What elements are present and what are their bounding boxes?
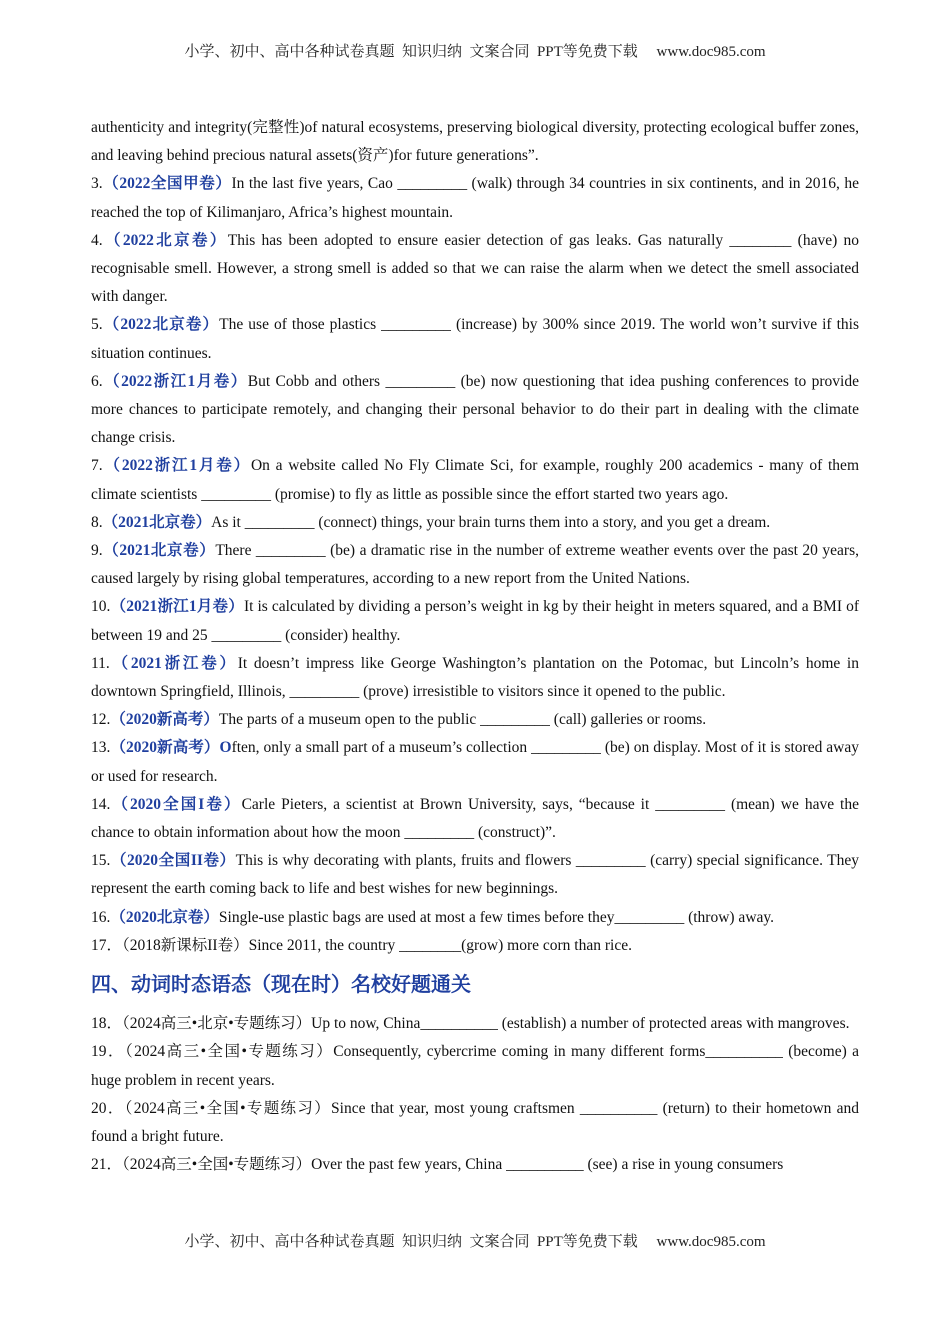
question-number: 20． [91,1099,125,1117]
question-item [91,452,859,508]
question-number: 14. [91,795,111,813]
question-item [91,368,859,453]
question-number: 12. [91,711,111,729]
question-text: But Cobb and others _________ (be) now questioning that idea pushing conferences to provide more chances to participate remotely, and changing their personal behavior to do their part in dealing with the climate change crisis. [91,372,859,447]
question-text: （2024高三•全国•专题练习）Since that year, most young craftsmen __________ (return) to their hometown and found a bright future. [91,1099,859,1145]
question-text: It doesn’t impress like George Washington’s plantation on the Potomac, but Lincoln’s home in downtown Springfield, Illinois, _________ (prove) irresistible to visitors since it opened to the public. [91,654,859,701]
question-source-tag: （2020北京卷） [110,908,219,926]
question-text: （2024高三•全国•专题练习）Consequently, cybercrime coming in many different forms__________ (become) a huge problem in recent years. [91,1043,859,1089]
question-item [91,537,859,593]
question-source-tag: （2022浙江1月卷） [102,457,251,475]
question-list [91,170,859,960]
question-number: 6. [91,372,103,390]
question-text: This is why decorating with plants, fruits and flowers _________ (carry) special significance. They represent the earth coming back to life and best wishes for new beginnings. [91,852,859,898]
question-item [91,227,859,312]
question-source-tag: （2022全国甲卷） [102,175,232,193]
question-number: 13. [91,739,111,757]
page-header: 小学、初中、高中各种试卷真题 知识归纳 文案合同 PPT等免费下载 www.doc985.com [184,44,766,60]
question-source-tag: （2020全国I卷） [110,795,242,813]
question-source-tag: （2022北京卷） [102,316,220,334]
intro-paragraph: authenticity and integrity(完整性)of natural ecosystems, preserving biological diversity, protecting ecological buffer zones, and leaving behind precious natural assets(资产)for future generations”. [91,119,859,165]
question-text: Carle Pieters, a scientist at Brown University, says, “because it _________ (mean) we have the chance to obtain information about how the moon _________ (construct)”. [91,795,859,842]
question-source-tag: （2020新高考） [110,711,219,729]
section-title: 四、动词时态语态（现在时）名校好题通关 [91,972,471,997]
question-source-tag: （2022北京卷） [102,231,228,249]
document-body [91,114,859,1179]
question-text: As it _________ (connect) things, your brain turns them into a story, and you get a dream. [211,513,771,531]
question-text: （2018新课标II卷）Since 2011, the country ________(grow) more corn than rice. [122,936,632,954]
question-number: 16. [91,908,111,926]
question-number: 19． [91,1043,125,1061]
question-text: Single-use plastic bags are used at most a few times before they_________ (throw) away. [218,908,775,926]
page-footer: 小学、初中、高中各种试卷真题 知识归纳 文案合同 PPT等免费下载 www.doc985.com [184,1234,766,1250]
question-text: （2024高三•全国•专题练习）Over the past few years, China __________ (see) a rise in young consumers [122,1156,784,1174]
question-number: 8. [91,513,103,531]
question-number: 11. [91,654,110,672]
question-item [91,170,859,226]
question-item [91,1151,859,1179]
question-number: 7. [91,457,103,475]
question-text: The use of those plastics _________ (increase) by 300% since 2019. The world won’t survive if this situation continues. [91,316,859,362]
question-text: It is calculated by dividing a person’s weight in kg by their height in meters squared, and a BMI of between 19 and 25 _________ (consider) healthy. [91,598,859,644]
question-item [91,593,859,649]
question-text: On a website called No Fly Climate Sci, for example, roughly 200 academics - many of them climate scientists _________ (promise) to fly as little as possible since the effort started two years ago. [91,457,859,503]
question-list-2 [91,1010,859,1179]
question-source-tag: （2021北京卷） [102,513,212,531]
question-number: 3. [91,175,103,193]
question-source-tag: （2020新高考）O [110,739,232,757]
question-number: 17． [91,936,123,954]
question-item [91,791,859,847]
question-number: 9. [91,542,103,560]
question-item [91,734,859,790]
question-item [91,1010,859,1038]
question-item [91,1038,859,1094]
question-source-tag: （2021北京卷） [102,542,216,560]
question-number: 4. [91,231,103,249]
question-text: ften, only a small part of a museum’s collection _________ (be) on display. Most of it is stored away or used for research. [91,739,859,785]
question-text: （2024高三•北京•专题练习）Up to now, China__________ (establish) a number of protected areas with mangroves. [122,1015,850,1033]
question-item [91,932,859,960]
question-item [91,904,859,932]
question-item [91,311,859,367]
question-item [91,650,859,706]
question-source-tag: （2022浙江1月卷） [102,372,248,390]
question-text: This has been adopted to ensure easier detection of gas leaks. Gas naturally ________ (have) no recognisable smell. However, a strong smell is added so that we can raise the alarm when we detect the smell associated with danger. [91,231,859,306]
question-number: 15. [91,852,111,870]
question-item [91,706,859,734]
question-source-tag: （2020全国II卷） [110,852,236,870]
question-item [91,847,859,903]
question-number: 10. [91,598,111,616]
question-number: 18． [91,1015,123,1033]
question-source-tag: （2021浙江卷） [109,654,238,672]
question-text: In the last five years, Cao _________ (walk) through 34 countries in six continents, and in 2016, he reached the top of Kilimanjaro, Africa’s highest mountain. [91,175,859,221]
question-text: There _________ (be) a dramatic rise in the number of extreme weather events over the past 20 years, caused largely by rising global temperatures, according to a new report from the United Nations. [91,542,859,588]
question-text: The parts of a museum open to the public _________ (call) galleries or rooms. [218,711,707,729]
question-number: 21． [91,1156,123,1174]
question-number: 5. [91,316,103,334]
question-item [91,1095,859,1151]
question-source-tag: （2021浙江1月卷） [110,598,244,616]
question-item [91,509,859,537]
